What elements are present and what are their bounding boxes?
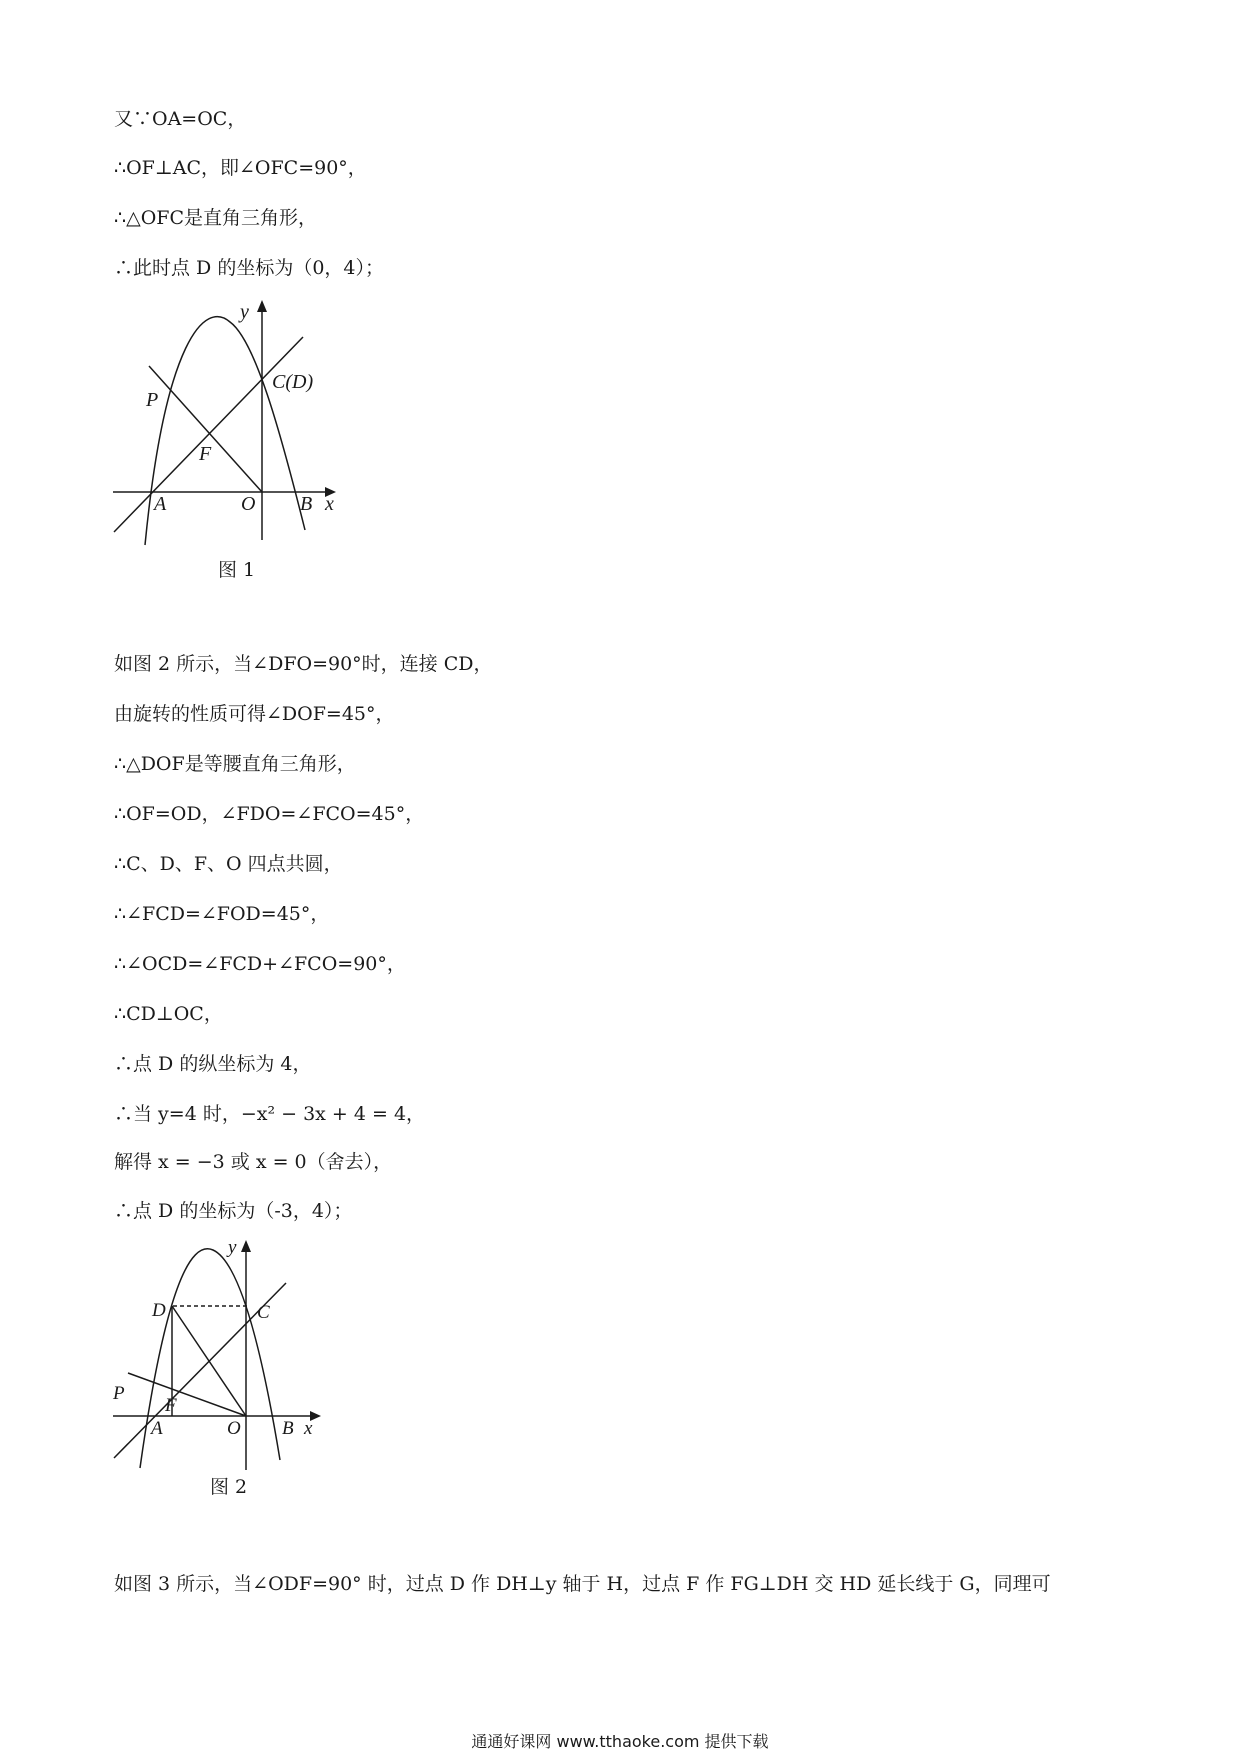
label-c: C(D) (272, 371, 314, 393)
segment-do (172, 1306, 246, 1416)
proof-line: 解得 x = −3 或 x = 0（舍去）， (114, 1151, 393, 1173)
label-b: B (282, 1418, 294, 1439)
label-d: D (152, 1300, 166, 1321)
figure-1-caption: 图 1 (218, 559, 256, 581)
figure-2-svg (100, 1230, 340, 1480)
proof-line: 如图 2 所示，当∠DFO=90°时，连接 CD， (114, 653, 493, 675)
line-po (149, 366, 262, 492)
figure-2 (100, 1230, 340, 1480)
figure-1 (100, 290, 350, 550)
proof-line: ∴△DOF是等腰直角三角形， (114, 753, 356, 775)
proof-line: ∴OF⊥AC，即∠OFC=90°， (114, 157, 367, 179)
label-f: F (199, 443, 212, 465)
proof-line: ∴OF=OD，∠FDO=∠FCO=45°， (114, 803, 425, 825)
label-p: P (146, 389, 159, 411)
proof-line: ∴点 D 的纵坐标为 4， (114, 1053, 312, 1075)
line-ac (114, 337, 303, 532)
label-f: F (165, 1395, 177, 1416)
label-y: y (228, 1237, 237, 1258)
line-po (128, 1373, 246, 1416)
proof-line: ∴当 y=4 时，−x² − 3x + 4 = 4， (114, 1103, 426, 1125)
label-a: A (151, 1418, 163, 1439)
page-footer: 通通好课网 www.tthaoke.com 提供下载 (471, 1732, 769, 1751)
figure-2-caption: 图 2 (210, 1476, 248, 1498)
label-o: O (241, 493, 256, 515)
y-axis-arrow-icon (257, 300, 267, 312)
proof-line: ∴此时点 D 的坐标为（0，4）； (114, 257, 384, 279)
proof-line: ∴点 D 的坐标为（-3，4）； (114, 1200, 353, 1222)
figure-1-svg (100, 290, 350, 550)
proof-line: ∴∠FCD=∠FOD=45°， (114, 903, 330, 925)
label-x: x (304, 1418, 313, 1439)
y-axis-arrow-icon (241, 1240, 251, 1252)
proof-line: 又∵OA=OC， (114, 108, 247, 130)
label-y: y (240, 301, 249, 323)
label-x: x (325, 493, 334, 515)
proof-line: ∴C、D、F、O 四点共圆， (114, 853, 343, 875)
label-a: A (154, 493, 167, 515)
label-p: P (113, 1383, 125, 1404)
label-c: C (257, 1302, 270, 1323)
label-o: O (227, 1418, 241, 1439)
proof-line: 由旋转的性质可得∠DOF=45°， (114, 703, 395, 725)
label-b: B (300, 493, 313, 515)
proof-line: ∴CD⊥OC， (114, 1003, 223, 1025)
proof-line: 如图 3 所示，当∠ODF=90° 时，过点 D 作 DH⊥y 轴于 H，过点 F 作 FG⊥DH 交 HD 延长线于 G，同理可 (114, 1573, 1051, 1595)
parabola (145, 317, 305, 545)
proof-line: ∴∠OCD=∠FCD+∠FCO=90°， (114, 953, 406, 975)
proof-line: ∴△OFC是直角三角形， (114, 207, 317, 229)
